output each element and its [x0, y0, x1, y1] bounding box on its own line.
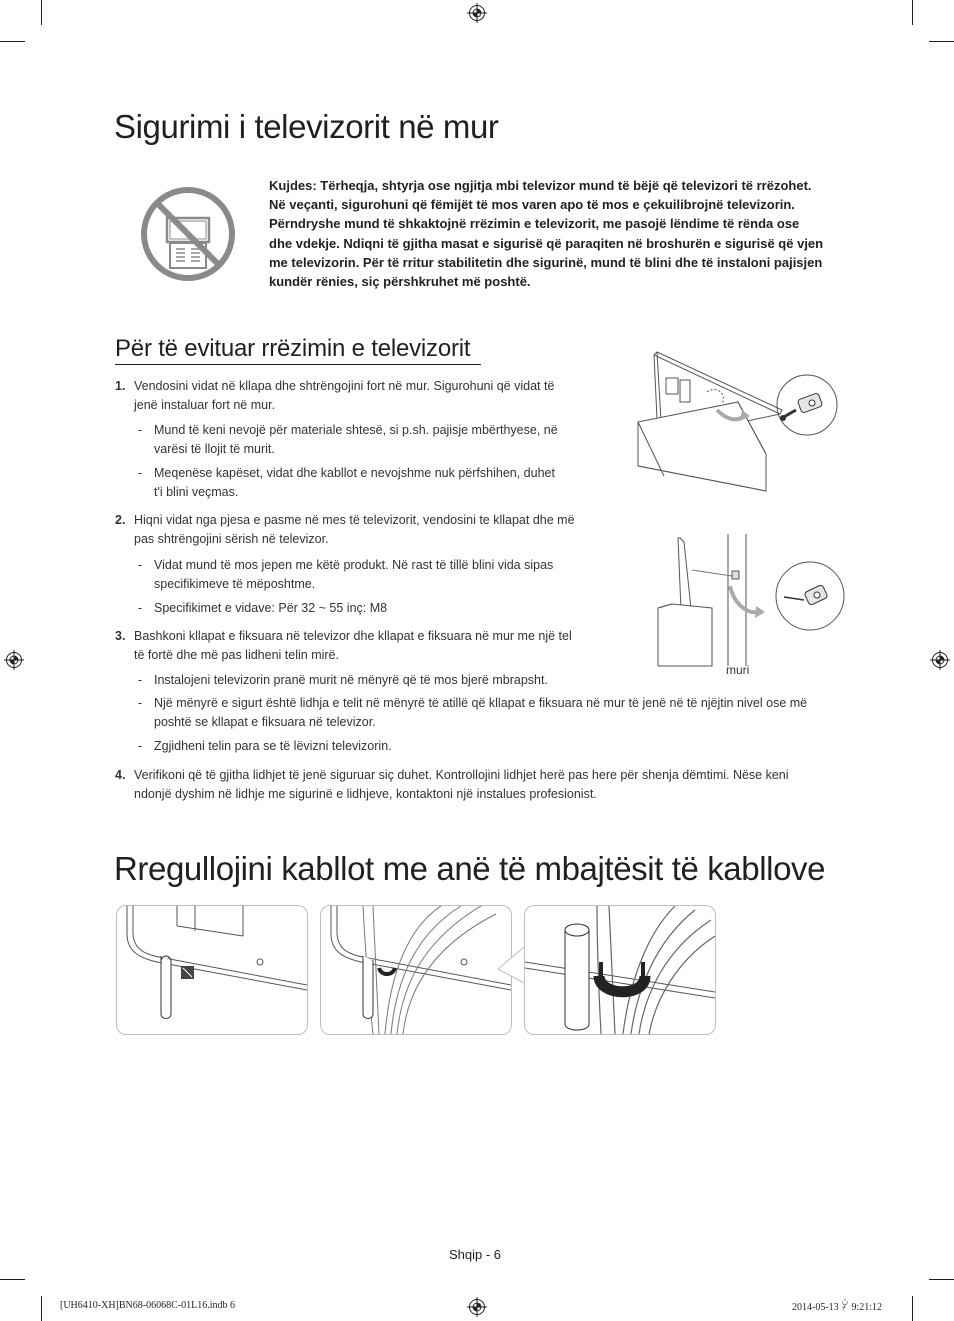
step-line: ndonjë dyshim në lidhje me sigurinë e lidhjeve, kontaktoni një instalues profesionist.: [134, 787, 597, 802]
cable-holder-illustration: [320, 905, 512, 1035]
step-1: [115, 377, 585, 417]
caution-line: dhe vdekje. Ndiqni të gjitha masat e sigurisë që paraqiten në broshurën e sigurisë që vjen: [269, 235, 824, 251]
caution-line: Në veçanti, sigurohuni që fëmijët të mos varen apo të mos e çekuilibrojnë televizorin.: [269, 197, 795, 213]
step-number: 1.: [115, 379, 126, 393]
step-line: pas shtrëngojini sërish në televizor.: [134, 532, 329, 547]
print-timestamp: 2014-05-13 ꐓ 9:21:12: [792, 1302, 883, 1313]
crop-mark: [929, 41, 954, 42]
step-number: 2.: [115, 513, 126, 527]
note-line: varësi të llojit të murit.: [154, 442, 275, 457]
note-line: Vidat mund të mos jepen me këtë produkt. Në rast të tillë blini vida sipas: [154, 558, 554, 572]
note-line: Specifikimet e vidave: Për 32 ~ 55 inç: M8: [154, 601, 388, 615]
step-line: jenë instaluar fort në mur.: [134, 398, 276, 413]
crop-mark: [0, 41, 25, 42]
note-line: Zgjidheni telin para se të lëvizni televizorin.: [154, 739, 392, 753]
note-line: Meqenëse kapëset, vidat dhe kabllot e nevojshme nuk përfshihen, duhet: [154, 466, 555, 480]
step-number: 4.: [115, 768, 126, 782]
step-line: Verifikoni që të gjitha lidhjet të jenë siguruar siç duhet. Kontrollojini lidhjet herë pas here për shenja dëmtimi. Nëse keni: [134, 768, 789, 782]
step-number: 3.: [115, 629, 126, 643]
crop-mark: [912, 1296, 913, 1321]
step-3-note: - Një mënyrë e sigurt është lidhja e telit në mënyrë të atillë që kllapat e fiksuara në mur të jenë në të njëjtin nivel ose më poshtë se kllapat e fiksuara në televizor.: [138, 694, 848, 734]
cable-holder-illustration: [524, 905, 716, 1035]
note-line: t'i blini veçmas.: [154, 485, 239, 500]
caution-line: me televizorin. Për të rritur stabilitetin dhe sigurinë, mund të blini dhe të instaloni pajisjen: [269, 254, 823, 270]
crop-mark: [0, 1279, 25, 1280]
prohibition-icon: [139, 185, 237, 283]
crop-mark: [41, 0, 42, 25]
print-slug: [UH6410-XH]BN68-06068C-01L16.indb 6: [60, 1300, 235, 1311]
caution-line: kundër rënies, siç përshkruhet më poshtë.: [269, 274, 531, 290]
step-line: Vendosini vidat në kllapa dhe shtrëngojini fort në mur. Sigurohuni që vidat të: [134, 379, 555, 393]
registration-mark-icon: [4, 650, 24, 670]
registration-mark-icon: [467, 1297, 487, 1317]
registration-mark-icon: [467, 3, 487, 23]
tv-wall-bracket-illustration: [632, 350, 842, 495]
step-1-note: - Mund të keni nevojë për materiale shtesë, si p.sh. pajisje mbërthyese, në varësi të llojit të murit.: [138, 421, 598, 461]
step-2: [115, 511, 595, 551]
cable-holder-illustration: [116, 905, 308, 1035]
step-line: Bashkoni kllapat e fiksuara në televizor dhe kllapat e fiksuara në mur me një tel: [134, 629, 572, 643]
section-title: Rregullojini kabllot me anë të mbajtësit të kabllove: [114, 850, 826, 887]
crop-mark: [929, 1279, 954, 1280]
registration-mark-icon: [930, 650, 950, 670]
crop-mark: [912, 0, 913, 25]
note-line: Mund të keni nevojë për materiale shtesë, si p.sh. pajisje mbërthyese, në: [154, 423, 558, 437]
step-1-note: - Meqenëse kapëset, vidat dhe kabllot e nevojshme nuk përfshihen, duhet t'i blini veçmas.: [138, 464, 598, 504]
note-line: poshtë se kllapat e fiksuara në televizor.: [154, 715, 376, 730]
step-2-note: - Specifikimet e vidave: Për 32 ~ 55 inç: M8: [138, 599, 598, 619]
subsection-title: Për të evituar rrëzimin e televizorit: [115, 335, 471, 362]
crop-mark: [41, 1296, 42, 1321]
step-3: [115, 627, 595, 667]
note-line: Instalojeni televizorin pranë murit në mënyrë që të mos bjerë mbrapsht.: [154, 673, 548, 687]
step-4: [115, 766, 845, 806]
note-line: Një mënyrë e sigurt është lidhja e telit në mënyrë të atillë që kllapat e fiksuara në mur të jenë në të njëjtin nivel ose më: [154, 696, 808, 710]
step-line: Hiqni vidat nga pjesa e pasme në mes të televizorit, vendosini te kllapat dhe më: [134, 513, 575, 527]
wall-label: muri: [726, 663, 750, 677]
step-line: të fortë dhe më pas lidheni telin mirë.: [134, 648, 339, 663]
caution-paragraph: [269, 176, 829, 291]
note-line: specifikimeve të mëposhtme.: [154, 577, 316, 592]
wall-cable-illustration: [652, 534, 848, 668]
title-underline: [115, 364, 481, 365]
caution-line: Kujdes: Tërheqja, shtyrja ose ngjitja mbi televizor mund të bëjë që televizori të rrëzohet.: [269, 178, 812, 193]
step-2-note: - Vidat mund të mos jepen me këtë produkt. Në rast të tillë blini vida sipas specifikimeve të mëposhtme.: [138, 556, 598, 596]
step-3-note: - Instalojeni televizorin pranë murit në mënyrë që të mos bjerë mbrapsht.: [138, 671, 838, 691]
page-title: Sigurimi i televizorit në mur: [114, 108, 499, 145]
caution-line: Përndryshe mund të shkaktojnë rrëzimin e televizorit, me pasojë lëndime të rënda ose: [269, 216, 800, 232]
page-number: Shqip - 6: [449, 1247, 502, 1262]
step-3-note: - Zgjidheni telin para se të lëvizni televizorin.: [138, 737, 838, 757]
